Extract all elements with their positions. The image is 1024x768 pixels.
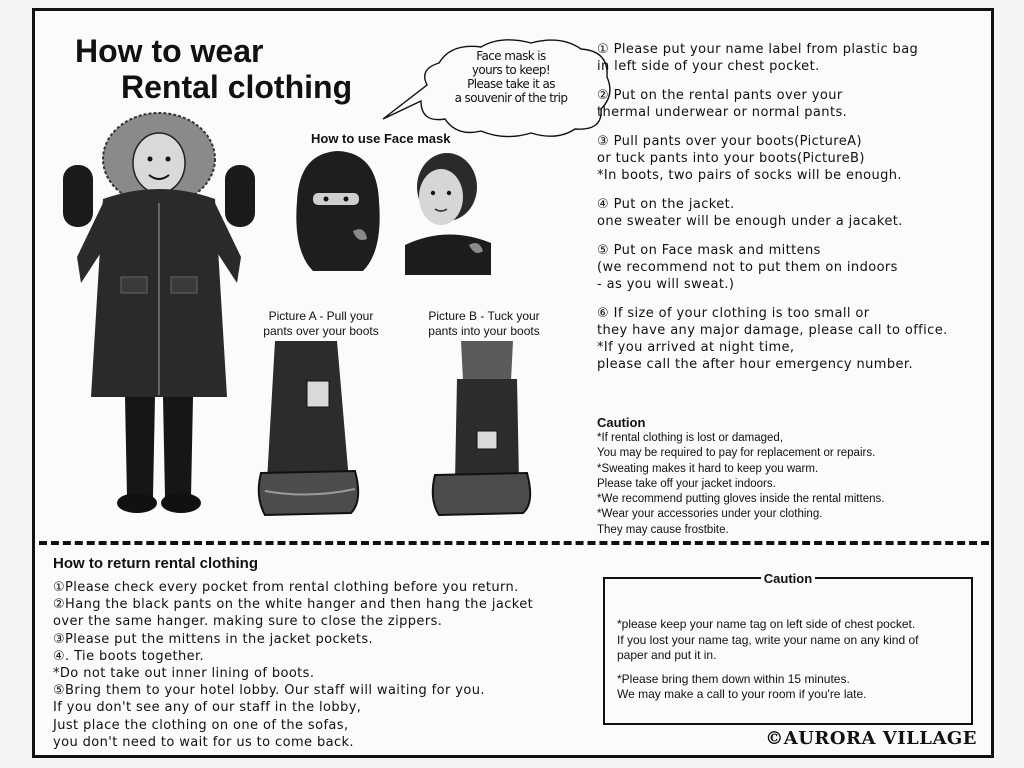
caution-line: *Wear your accessories under your clothing.: [597, 508, 823, 521]
step-line: please call the after hour emergency number.: [597, 357, 913, 372]
step-3: [597, 133, 987, 184]
caution-return-text: [617, 617, 965, 703]
return-line: If you don't see any of our staff in the lobby,: [53, 700, 362, 716]
caution-line: We may make a call to your room if you're late.: [617, 687, 867, 701]
step-line: ② Put on the rental pants over your: [597, 88, 843, 103]
step-line: ⑥ If size of your clothing is too small or: [597, 306, 870, 321]
step-line: ① Please put your name label from plastic bag: [597, 42, 919, 57]
step-line: - as you will sweat.): [597, 277, 735, 292]
step-6: [597, 305, 987, 373]
page-title-line-1: How to wear: [75, 33, 264, 69]
caption-line: Picture A - Pull your: [268, 309, 374, 323]
page-title-line-2: Rental clothing: [121, 69, 353, 105]
step-line: they have any major damage, please call to office.: [597, 323, 948, 338]
picture-b-caption: [415, 309, 553, 339]
instruction-sheet: [32, 8, 994, 758]
return-line: ③Please put the mittens in the jacket pockets.: [53, 631, 374, 647]
return-line: ⑤Bring them to your hotel lobby. Our staff will waiting for you.: [53, 683, 485, 699]
step-line: in left side of your chest pocket.: [597, 59, 820, 74]
wearing-steps: [597, 41, 987, 385]
picture-b-boot-photo: [427, 341, 537, 521]
caution-line: *Sweating makes it hard to keep you warm.: [597, 462, 819, 475]
return-line: you don't need to wait for us to come back.: [53, 734, 354, 750]
face-mask-on-photo: [293, 147, 383, 277]
caution-line: Please take off your jacket indoors.: [597, 477, 776, 490]
caption-line: pants into your boots: [428, 324, 540, 338]
caption-line: Picture B - Tuck your: [428, 309, 540, 323]
caution-return-box: [603, 571, 973, 725]
face-mask-neck-photo: [399, 147, 495, 277]
return-steps: [53, 579, 593, 751]
caution-line: You may be required to pay for replacement or repairs.: [597, 447, 876, 460]
step-1: [597, 41, 987, 75]
caution-line: If you lost your name tag, write your name on any kind of: [617, 632, 919, 647]
picture-a-boot-photo: [255, 341, 365, 521]
caution-heading: Caution: [761, 571, 815, 586]
caution-line: *please keep your name tag on left side of chest pocket.: [617, 617, 916, 631]
picture-a-caption: [253, 309, 389, 339]
return-heading: How to return rental clothing: [53, 555, 258, 572]
caption-line: pants over your boots: [263, 324, 379, 338]
step-line: (we recommend not to put them on indoors: [597, 260, 898, 275]
caution-line: [617, 664, 965, 672]
return-line: ②Hang the black pants on the white hanger and then hang the jacket: [53, 597, 534, 613]
step-2: [597, 87, 987, 121]
step-5: [597, 242, 987, 293]
step-line: *If you arrived at night time,: [597, 340, 795, 355]
step-line: or tuck pants into your boots(PictureB): [597, 151, 865, 166]
bubble-line: Face mask is: [476, 49, 546, 63]
speech-bubble-text: [423, 49, 599, 105]
caution-line: They may cause frostbite.: [597, 523, 729, 536]
caution-line: *We recommend putting gloves inside the rental mittens.: [597, 493, 885, 506]
face-mask-heading: How to use Face mask: [311, 131, 451, 146]
step-line: ⑤ Put on Face mask and mittens: [597, 243, 821, 258]
step-line: ④ Put on the jacket.: [597, 197, 735, 212]
step-line: one sweater will be enough under a jacaket.: [597, 214, 903, 229]
return-line: *Do not take out inner lining of boots.: [53, 666, 315, 682]
bubble-line: a souvenir of the trip: [454, 91, 568, 105]
return-line: Just place the clothing on one of the sofas,: [53, 717, 349, 733]
caution-heading: Caution: [597, 415, 646, 430]
brand-logo-text: ©AURORA VILLAGE: [765, 728, 977, 749]
return-line: ④. Tie boots together.: [53, 648, 205, 664]
step-4: [597, 196, 987, 230]
section-divider: [39, 541, 989, 545]
caution-line: *Please bring them down within 15 minutes.: [617, 671, 850, 686]
caution-line: paper and put it in.: [617, 648, 717, 662]
step-line: *In boots, two pairs of socks will be enough.: [597, 168, 902, 183]
step-line: ③ Pull pants over your boots(PictureA): [597, 134, 862, 149]
bubble-line: yours to keep!: [471, 63, 551, 77]
return-line: ①Please check every pocket from rental clothing before you return.: [53, 580, 519, 595]
caution-wearing: [597, 415, 987, 538]
bubble-line: Please take it as: [467, 77, 555, 91]
person-in-parka-photo: [59, 107, 259, 519]
caution-line: *If rental clothing is lost or damaged,: [597, 432, 784, 444]
step-line: thermal underwear or normal pants.: [597, 105, 848, 120]
return-line: over the same hanger. making sure to close the zippers.: [53, 614, 443, 630]
